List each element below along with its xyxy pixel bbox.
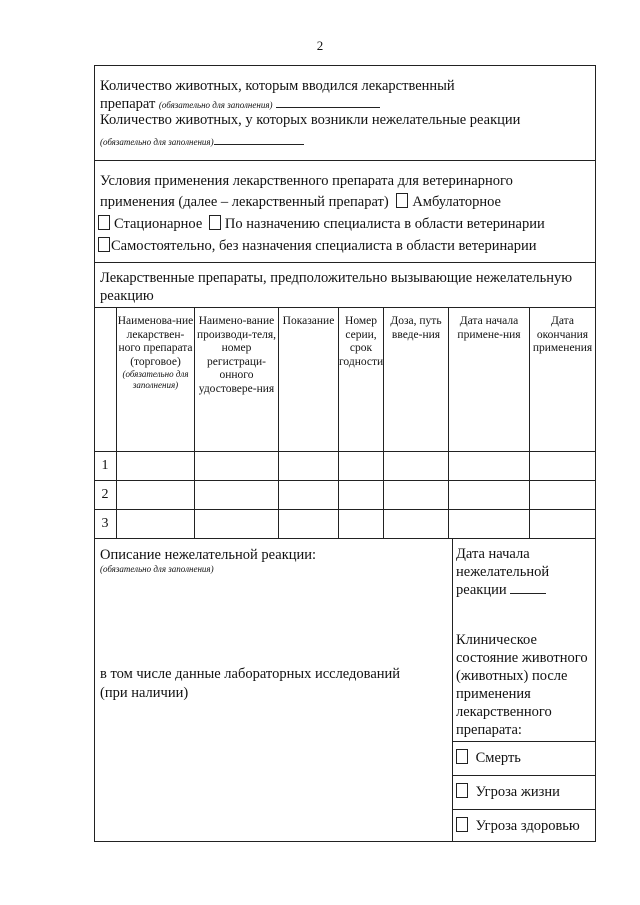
reaction-start-label-cont: нежелательной xyxy=(456,564,550,580)
conditions-self-row xyxy=(98,237,536,255)
lab-data-label-cont: (при наличии) xyxy=(100,685,189,701)
specialist-checkbox[interactable] xyxy=(209,215,221,230)
divider xyxy=(95,262,595,263)
header-series: Номер серии, срок годности xyxy=(339,315,384,368)
required-note: (обязательно для заполнения) xyxy=(100,564,214,574)
outcome-health-row xyxy=(456,817,580,835)
reaction-start-label-cont: реакции xyxy=(456,581,546,599)
animals-treated-label-cont: препарат (обязательно для заполнения) xyxy=(100,95,380,114)
header-start-date: Дата начала примене-ния xyxy=(457,315,521,341)
reaction-start-field[interactable] xyxy=(510,581,546,594)
page-number: 2 xyxy=(316,38,324,53)
clinical-state-label-cont: (животных) после xyxy=(456,668,568,684)
header-end-date: Дата окончания применения xyxy=(532,315,593,354)
clinical-state-label-cont: препарата: xyxy=(456,722,522,738)
self-checkbox[interactable] xyxy=(98,237,110,252)
self-label: Самостоятельно, без назначения специалиста в области ветеринарии xyxy=(111,238,537,254)
table-row-border xyxy=(95,509,595,510)
col-divider xyxy=(278,307,279,538)
animals-treated-label: Количество животных, которым вводился лекарственный xyxy=(100,78,455,94)
conditions-options-row xyxy=(98,215,545,233)
drugs-title: Лекарственные препараты, предположительно вызывающие нежелательную xyxy=(100,270,573,286)
conditions-label-cont: применения (далее – лекарственный препарат) Амбулаторное xyxy=(100,194,501,210)
table-bottom-border xyxy=(95,538,595,539)
reaction-title: Описание нежелательной реакции: xyxy=(100,547,317,563)
lab-data-label: в том числе данные лабораторных исследований xyxy=(100,666,401,682)
life-threat-checkbox[interactable] xyxy=(456,783,468,798)
outcome-life-row xyxy=(456,783,560,801)
required-note: (обязательно для заполнения) xyxy=(100,137,214,147)
row-number: 2 xyxy=(101,487,109,502)
header-drug-name: Наименова-ние лекарствен-ного препарата (торговое) (обязательно для заполнения) xyxy=(117,315,194,390)
stationary-label: Стационарное xyxy=(114,216,203,232)
outcome-divider xyxy=(452,809,595,810)
health-threat-label: Угроза здоровью xyxy=(475,818,580,834)
form-frame xyxy=(94,65,596,842)
table-row-border xyxy=(95,480,595,481)
stationary-checkbox[interactable] xyxy=(98,215,110,230)
specialist-label: По назначению специалиста в области ветеринарии xyxy=(224,216,545,232)
outcome-divider xyxy=(452,741,595,742)
clinical-state-label: Клиническое xyxy=(456,632,537,648)
clinical-state-label-cont: применения xyxy=(456,686,531,702)
required-note: (обязательно для заполнения) xyxy=(158,100,273,110)
table-header-bottom xyxy=(95,451,595,452)
drugs-title-cont: реакцию xyxy=(100,288,154,304)
animals-reaction-label-cont xyxy=(100,133,304,151)
outcome-divider xyxy=(452,775,595,776)
animals-reaction-field[interactable] xyxy=(214,135,304,145)
header-manufacturer: Наимено-вание производи-теля, номер регистраци-онного удостовере-ния xyxy=(197,315,276,395)
table-top-border xyxy=(95,307,595,308)
ambulatory-label: Амбулаторное xyxy=(412,194,501,210)
animals-treated-field[interactable] xyxy=(276,95,380,108)
life-threat-label: Угроза жизни xyxy=(475,784,560,800)
reaction-col-divider xyxy=(452,538,453,841)
required-note: (обязательно для заполнения) xyxy=(122,369,189,390)
death-label: Смерть xyxy=(475,750,521,766)
ambulatory-checkbox[interactable] xyxy=(396,193,408,208)
row-number: 3 xyxy=(101,516,109,531)
conditions-label: Условия применения лекарственного препарата для ветеринарного xyxy=(100,173,513,189)
clinical-state-label-cont: лекарственного xyxy=(456,704,552,720)
death-checkbox[interactable] xyxy=(456,749,468,764)
clinical-state-label-cont: состояние животного xyxy=(456,650,588,666)
outcome-death-row xyxy=(456,749,521,767)
reaction-start-label: Дата начала xyxy=(456,546,530,562)
row-number: 1 xyxy=(101,458,109,473)
animals-reaction-label: Количество животных, у которых возникли нежелательные реакции xyxy=(100,112,521,128)
header-indication: Показание xyxy=(282,315,335,327)
divider xyxy=(95,160,595,161)
health-threat-checkbox[interactable] xyxy=(456,817,468,832)
header-dose: Доза, путь введе-ния xyxy=(390,315,442,341)
